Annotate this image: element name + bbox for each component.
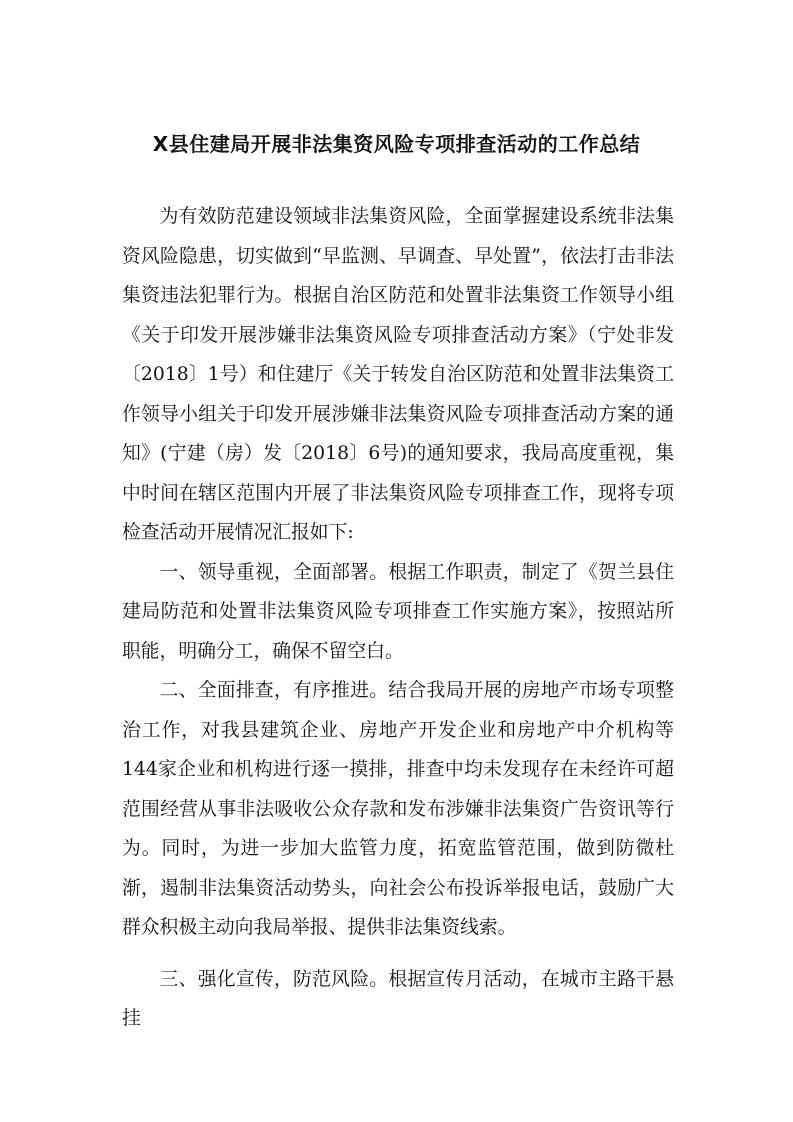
intro-paragraph: 为有效防范建设领域非法集资风险，全面掌握建设系统非法集资风险隐患，切实做到“早监测、早调查、早处置”，依法打击非法集资违法犯罪行为。根据自治区防范和处置非法集资工作领导小组《关于印发开展涉嫌非法集资风险专项排查活动方案》（宁处非发〔2018〕1号）和住建厅《关于转发自治区防范和处置非法集资工作领导小组关于印发开展涉嫌非法集资风险专项排查活动方案的通知》(宁建（房）发〔2018〕6号)的通知要求，我局高度重视，集中时间在辖区范围内开展了非法集资风险专项排查工作，现将专项检查活动开展情况汇报如下: (122, 206, 674, 543)
section-one-paragraph: 一、领导重视，全面部署。根据工作职责，制定了《贺兰县住建局防范和处置非法集资风险专项排查工作实施方案》，按照站所职能，明确分工，确保不留空白。 (122, 561, 674, 662)
section-two-paragraph: 二、全面排查，有序推进。结合我局开展的房地产市场专项整治工作，对我县建筑企业、房地产开发企业和房地产中介机构等144家企业和机构进行逐一摸排，排查中均未发现存在未经许可超范围经营从事非法吸收公众存款和发布涉嫌非法集资广告资讯等行为。同时，为进一步加大监管力度，拓宽监管范围，做到防微杜渐，遏制非法集资活动势头，向社会公布投诉举报电话，鼓励广大群众积极主动向我局举报、提供非法集资线索。 (122, 680, 674, 938)
document-title: X县住建局开展非法集资风险专项排查活动的工作总结 (152, 132, 641, 156)
section-three-paragraph: 三、强化宣传，防范风险。根据宣传月活动，在城市主路干悬挂 (122, 968, 674, 1029)
document-body (122, 197, 674, 1039)
